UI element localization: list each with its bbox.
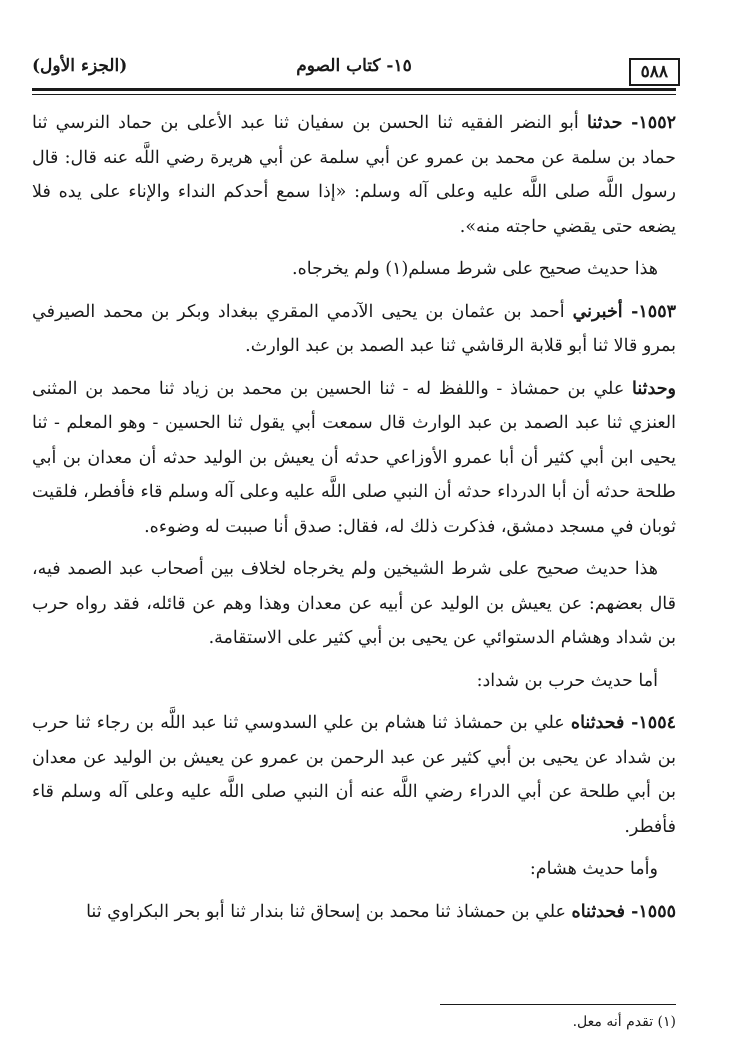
footnote-rule (440, 1004, 676, 1005)
page-body (32, 106, 676, 976)
hadith-number: ١٥٥٥ (638, 901, 676, 922)
chapter-title: ١٥- كتاب الصوم (296, 56, 412, 76)
paragraph-lead: أخبرني (572, 301, 623, 322)
paragraph: ١٥٥٤- فحدثناه علي بن حمشاذ ثنا هشام بن علي السدوسي ثنا عبد اللَّه بن رجاء ثنا حرب بن شداد عن يحيى بن أبي كثير عن عبد الرحمن بن عمرو عن يعيش بن الوليد عن معدان بن أبي طلحة عن أبي الدراء رضي اللَّه عنه أن النبي صلى اللَّه عليه وعلى آله وسلم قاء فأفطر. (32, 713, 676, 837)
paragraph-lead: فحدثناه (571, 901, 626, 922)
page-number: ٥٨٨ (629, 58, 680, 86)
paragraph-lead: حدثنا (586, 113, 623, 133)
paragraph-text: وأما حديث هشام: (529, 859, 658, 879)
header-rule-thin (32, 94, 676, 95)
paragraph-text: هذا حديث صحيح على شرط مسلم(١) ولم يخرجاه. (292, 259, 658, 279)
paragraph (32, 552, 676, 656)
footnote: (١) تقدم أنه معل. (572, 1014, 676, 1030)
paragraph (32, 372, 676, 545)
paragraph-text: علي بن حمشاذ ثنا هشام بن علي السدوسي ثنا عبد اللَّه بن رجاء ثنا حرب بن شداد عن يحيى بن أبي كثير عن عبد الرحمن بن عمرو عن يعيش بن الوليد عن معدان بن أبي طلحة عن أبي الدراء رضي اللَّه عنه أن النبي صلى اللَّه عليه وعلى آله وسلم قاء فأفطر. (32, 713, 676, 837)
paragraph (32, 664, 676, 699)
paragraph (32, 252, 676, 287)
hadith-number: ١٥٥٢ (638, 113, 676, 133)
page-header (32, 48, 676, 88)
paragraph: ١٥٥٢- حدثنا أبو النضر الفقيه ثنا الحسن بن سفيان ثنا عبد الأعلى بن حماد النرسي ثنا حماد بن سلمة عن محمد بن عمرو عن أبي سلمة عن أبي هريرة رضي اللَّه عنه قال: قال رسول اللَّه صلى اللَّه عليه وعلى آله وسلم: «إذا سمع أحدكم النداء والإناء على يده فلا يضعه حتى يقضي حاجته منه». (32, 113, 676, 237)
paragraph (32, 852, 676, 887)
paragraph-text: هذا حديث صحيح على شرط الشيخين ولم يخرجاه لخلاف بين أصحاب عبد الصمد فيه، قال بعضهم: عن يعيش بن الوليد عن أبيه عن معدان وهذا وهم عن قائله، فقد رواه حرب بن شداد وهشام الدستوائي عن يحيى بن أبي كثير على الاستقامة. (32, 559, 676, 648)
paragraph-text: علي بن حمشاذ ثنا محمد بن إسحاق ثنا بندار ثنا أبو بحر البكراوي ثنا (86, 901, 572, 922)
paragraph-text: علي بن حمشاذ - واللفظ له - ثنا الحسين بن محمد بن زياد ثنا محمد بن المثنى العنزي ثنا عبد الصمد بن عبد الوارث قال سمعت أبي يقول ثنا الحسين - وهو المعلم - ثنا يحيى ابن أبي كثير أن أبا عمرو الأوزاعي حدثه أن يعيش بن الوليد حدثه أن معدان بن أبي طلحة حدثه أن أبا الدرداء حدثه أن النبي صلى اللَّه عليه وعلى آله وسلم قاء فأفطر، فلقيت ثوبان في مسجد دمشق، فذكرت ذلك له، فقال: صدق أنا صببت له وضوءه. (32, 378, 676, 537)
paragraph: ١٥٥٣- أخبرني أحمد بن عثمان بن يحيى الآدمي المقري ببغداد وبكر بن محمد الصيرفي بمرو قالا ثنا أبو قلابة الرقاشي ثنا عبد الصمد بن عبد الوارث. (32, 301, 676, 356)
hadith-number: ١٥٥٤ (638, 713, 676, 733)
paragraph: ١٥٥٥- فحدثناه علي بن حمشاذ ثنا محمد بن إسحاق ثنا بندار ثنا أبو بحر البكراوي ثنا (86, 901, 676, 922)
volume-label: (الجزء الأول) (32, 56, 128, 76)
paragraph-lead: وحدثنا (632, 378, 676, 399)
paragraph-text: أبو النضر الفقيه ثنا الحسن بن سفيان ثنا عبد الأعلى بن حماد النرسي ثنا حماد بن سلمة عن محمد بن عمرو عن أبي سلمة عن أبي هريرة رضي اللَّه عنه قال: قال رسول اللَّه صلى اللَّه عليه وعلى آله وسلم: «إذا سمع أحدكم النداء والإناء على يده فلا يضعه حتى يقضي حاجته منه». (32, 113, 676, 237)
paragraph-lead: فحدثناه (570, 713, 625, 733)
hadith-number: ١٥٥٣ (638, 301, 676, 322)
paragraph-text: أما حديث حرب بن شداد: (476, 670, 658, 691)
header-rule-thick (32, 88, 676, 91)
paragraph-text: أحمد بن عثمان بن يحيى الآدمي المقري ببغداد وبكر بن محمد الصيرفي بمرو قالا ثنا أبو قلابة الرقاشي ثنا عبد الصمد بن عبد الوارث. (32, 301, 676, 356)
